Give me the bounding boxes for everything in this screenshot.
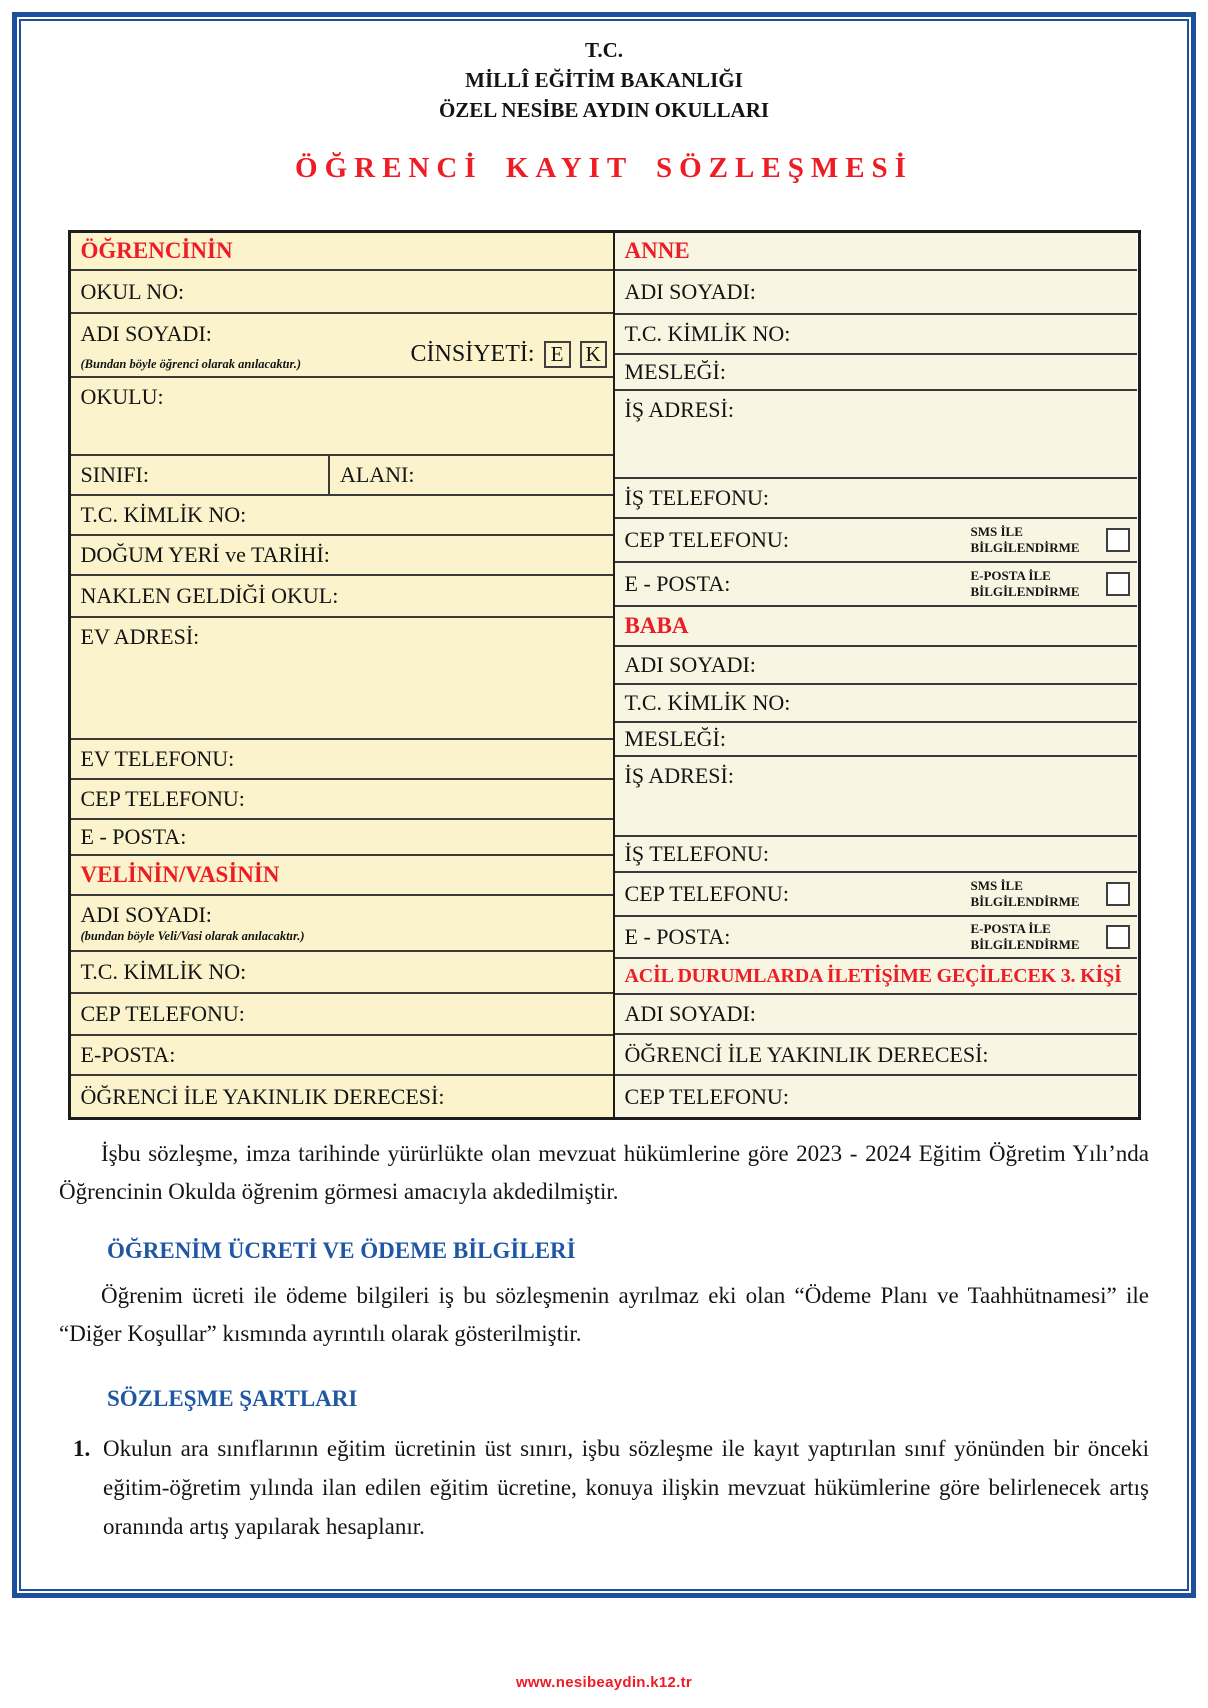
gender-label: CİNSİYETİ:	[410, 341, 535, 367]
field-label: E - POSTA:	[624, 924, 731, 949]
row-student-adi-soyadi	[71, 314, 613, 378]
row-anne-adi-soyadi	[615, 271, 1138, 315]
name-label-group	[81, 314, 411, 376]
row-student-ev-telefonu	[71, 740, 613, 780]
field-label: ADI SOYADI:	[80, 321, 212, 346]
heading-odeme-bilgileri: ÖĞRENİM ÜCRETİ VE ÖDEME BİLGİLERİ	[107, 1238, 576, 1263]
sms-notify-label: SMS İLE BİLGİLENDİRME	[970, 524, 1080, 555]
sms-notify-group	[970, 878, 1137, 909]
page-border-frame	[12, 12, 1196, 1598]
field-label: E - POSTA:	[80, 824, 187, 849]
field-label: MESLEĞİ:	[624, 726, 726, 751]
field-label: CEP TELEFONU:	[624, 527, 789, 552]
row-student-ev-adresi	[71, 618, 613, 740]
header-line-tc: T.C.	[584, 38, 624, 62]
field-label: E-POSTA:	[80, 1042, 176, 1067]
row-anne-is-adresi	[615, 391, 1138, 479]
section-label: BABA	[624, 613, 689, 638]
contract-text-block	[39, 1135, 1169, 1546]
field-label: EV TELEFONU:	[80, 746, 235, 771]
gender-k-checkbox[interactable]: K	[580, 341, 607, 368]
section-header-baba	[615, 607, 1138, 647]
section-header-ogrencinin	[71, 233, 613, 271]
form-right-column	[613, 233, 1138, 1117]
payment-paragraph: Öğrenim ücreti ile ödeme bilgileri iş bu sözleşmenin ayrılmaz eki olan “Ödeme Planı ve Taahhütnamesi” ile “Diğer Koşullar” kısmında ayrıntılı olarak gösterilmiştir.	[59, 1283, 1149, 1346]
form-left-column	[71, 233, 613, 1117]
row-acil-adi-soyadi	[615, 995, 1138, 1035]
eposta-notify-label: E-POSTA İLE BİLGİLENDİRME	[970, 921, 1080, 952]
field-label: CEP TELEFONU:	[624, 881, 789, 906]
eposta-notify-label: E-POSTA İLE BİLGİLENDİRME	[970, 568, 1080, 599]
row-veli-cep-telefonu	[71, 994, 613, 1036]
section-header-acil	[615, 959, 1138, 995]
row-student-naklen	[71, 576, 613, 618]
document-title: ÖĞRENCİ KAYIT SÖZLEŞMESİ	[295, 152, 913, 184]
eposta-notify-group	[970, 568, 1137, 599]
field-label: ÖĞRENCİ İLE YAKINLIK DERECESİ:	[80, 1083, 445, 1109]
sms-notify-group	[970, 524, 1137, 555]
name-label-group	[81, 896, 613, 950]
eposta-checkbox[interactable]	[1106, 925, 1130, 949]
row-anne-tc-kimlik	[615, 315, 1138, 355]
section-label: ÖĞRENCİNİN	[80, 238, 233, 263]
eposta-checkbox[interactable]	[1106, 572, 1130, 596]
row-student-eposta	[71, 820, 613, 856]
row-student-sinifi-alani	[71, 456, 613, 496]
row-anne-meslegi	[615, 355, 1138, 391]
header-line-ministry: MİLLÎ EĞİTİM BAKANLIĞI	[465, 68, 743, 92]
row-baba-adi-soyadi	[615, 647, 1138, 685]
field-label: İŞ TELEFONU:	[624, 841, 769, 866]
section-label: VELİNİN/VASİNİN	[80, 862, 280, 887]
field-label: T.C. KİMLİK NO:	[624, 690, 791, 715]
field-label: E - POSTA:	[624, 571, 731, 596]
section-label: ANNE	[624, 238, 690, 263]
contract-term-1	[73, 1429, 1149, 1546]
sms-notify-label: SMS İLE BİLGİLENDİRME	[970, 878, 1080, 909]
row-veli-tc-kimlik	[71, 952, 613, 994]
row-veli-eposta	[71, 1036, 613, 1076]
cell-sinifi	[71, 456, 328, 494]
field-label: MESLEĞİ:	[624, 359, 726, 384]
field-label: CEP TELEFONU:	[80, 1001, 245, 1026]
cell-alani	[328, 456, 613, 494]
gender-select-group	[411, 341, 607, 368]
row-baba-meslegi	[615, 723, 1138, 757]
field-label: ÖĞRENCİ İLE YAKINLIK DERECESİ:	[624, 1041, 989, 1067]
row-anne-cep-telefonu	[615, 519, 1138, 563]
row-anne-eposta	[615, 563, 1138, 607]
header-line-school: ÖZEL NESİBE AYDIN OKULLARI	[438, 98, 770, 122]
section-header-velinin	[71, 856, 613, 896]
field-label: İŞ ADRESİ:	[624, 763, 734, 788]
row-veli-adi-soyadi	[71, 896, 613, 952]
field-label: CEP TELEFONU:	[80, 786, 245, 811]
field-label: CEP TELEFONU:	[624, 1083, 789, 1109]
sms-checkbox[interactable]	[1106, 882, 1130, 906]
field-label: DOĞUM YERİ ve TARİHİ:	[80, 542, 330, 567]
row-baba-cep-telefonu	[615, 873, 1138, 917]
gender-e-checkbox[interactable]: E	[544, 341, 571, 368]
field-label: ADI SOYADI:	[80, 902, 212, 927]
field-label: ADI SOYADI:	[624, 652, 756, 677]
row-baba-eposta	[615, 917, 1138, 959]
row-student-tc-kimlik	[71, 496, 613, 536]
field-label: ALANI:	[339, 462, 415, 487]
document-header	[39, 35, 1169, 125]
footer-url: www.nesibeaydin.k12.tr	[515, 1674, 693, 1691]
field-label: OKUL NO:	[80, 278, 185, 304]
row-baba-is-telefonu	[615, 837, 1138, 873]
section-label: ACİL DURUMLARDA İLETİŞİME GEÇİLECEK 3. KİŞİ	[624, 964, 1122, 987]
registration-form-table	[68, 230, 1141, 1120]
eposta-notify-group	[970, 921, 1137, 952]
field-label: T.C. KİMLİK NO:	[624, 321, 791, 346]
field-label: OKULU:	[80, 384, 164, 409]
row-student-dogum	[71, 536, 613, 576]
heading-sozlesme-sartlari: SÖZLEŞME ŞARTLARI	[107, 1386, 358, 1411]
field-footnote: (Bundan böyle öğrenci olarak anılacaktır.)	[80, 357, 302, 371]
field-label: NAKLEN GELDİĞİ OKUL:	[80, 583, 339, 608]
field-label: ADI SOYADI:	[624, 1001, 756, 1026]
row-student-okul-no	[71, 271, 613, 314]
row-baba-is-adresi	[615, 757, 1138, 837]
row-student-cep-telefonu	[71, 780, 613, 820]
section-header-anne	[615, 233, 1138, 271]
row-acil-yakinlik	[615, 1035, 1138, 1076]
field-footnote: (bundan böyle Veli/Vasi olarak anılacaktır.)	[80, 929, 305, 943]
sms-checkbox[interactable]	[1106, 528, 1130, 552]
field-label: İŞ ADRESİ:	[624, 397, 734, 422]
field-label: İŞ TELEFONU:	[624, 485, 769, 510]
field-label: T.C. KİMLİK NO:	[80, 959, 247, 984]
row-veli-yakinlik	[71, 1076, 613, 1117]
field-label: SINIFI:	[80, 462, 149, 487]
list-number: 1.	[73, 1436, 91, 1461]
field-label: T.C. KİMLİK NO:	[80, 502, 247, 527]
field-label: EV ADRESİ:	[80, 624, 200, 649]
field-label: ADI SOYADI:	[624, 279, 756, 304]
row-baba-tc-kimlik	[615, 685, 1138, 723]
intro-paragraph: İşbu sözleşme, imza tarihinde yürürlükte olan mevzuat hükümlerine göre 2023 - 2024 Eğitim Öğretim Yılı’nda Öğrencinin Okulda öğrenim görmesi amacıyla akdedilmiştir.	[59, 1141, 1149, 1204]
row-student-okulu	[71, 378, 613, 456]
page-border-frame-inner	[19, 19, 1189, 1591]
row-acil-cep-telefonu	[615, 1076, 1138, 1117]
list-text: Okulun ara sınıflarının eğitim ücretinin üst sınırı, işbu sözleşme ile kayıt yaptırılan sınıf yönünden bir önceki eğitim-öğretim yılında ilan edilen eğitim ücretine, konuya ilişkin mevzuat hükümlerine göre belirlenecek artış oranında artış yapılarak hesaplanır.	[103, 1436, 1149, 1539]
row-anne-is-telefonu	[615, 479, 1138, 519]
